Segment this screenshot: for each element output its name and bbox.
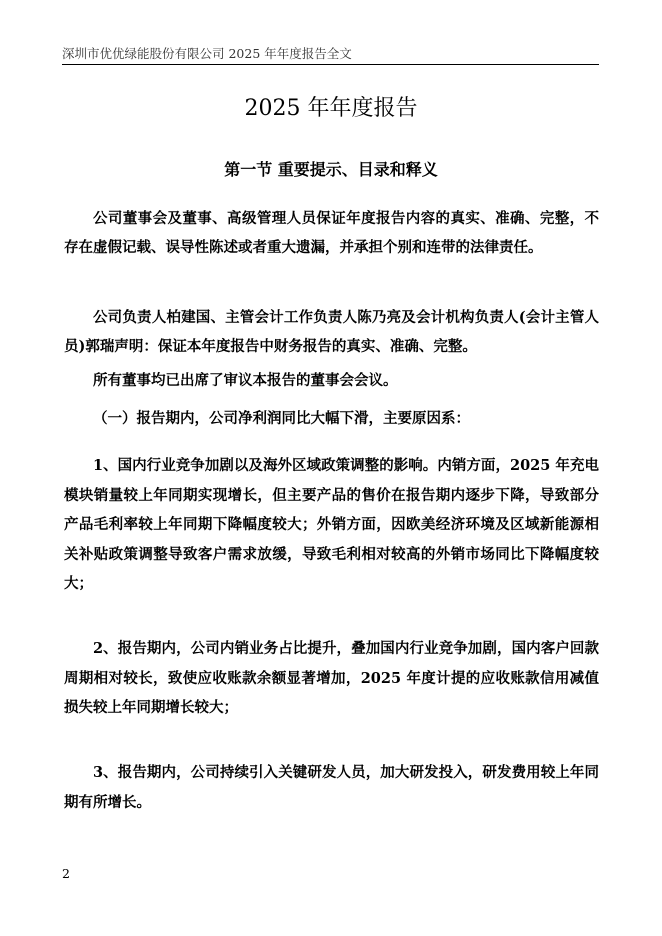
officers-statement: 公司负责人柏建国、主管会计工作负责人陈乃亮及会计机构负责人(会计主管人员)郭瑞声明：保证本年度报告中财务报告的真实、准确、完整。 bbox=[64, 309, 599, 355]
responsibility-statement: 公司董事会及董事、高级管理人员保证年度报告内容的真实、准确、完整，不存在虚假记载、误导性陈述或者重大遗漏，并承担个别和连带的法律责任。 bbox=[64, 210, 599, 256]
document-title: 2025 年年度报告 bbox=[244, 96, 418, 121]
section-title: 第一节 重要提示、目录和释义 bbox=[224, 160, 438, 179]
reason-item-1: 1、国内行业竞争加剧以及海外区域政策调整的影响。内销方面，2025 年充电模块销量较上年同期实现增长，但主要产品的售价在报告期内逐步下降，导致部分产品毛利率较上年同期下降幅度较大；外销方面，因欧美经济环境及区域新能源相关补贴政策调整导致客户需求放缓，导致毛利相对较高的外销市场同比下降幅度较大； bbox=[64, 457, 599, 592]
board-attendance-statement: 所有董事均已出席了审议本报告的董事会会议。 bbox=[93, 372, 398, 389]
reasons-heading: （一）报告期内，公司净利润同比大幅下滑，主要原因系： bbox=[93, 410, 470, 427]
header-divider bbox=[62, 64, 599, 65]
reason-item-3: 3、报告期内，公司持续引入关键研发人员，加大研发投入，研发费用较上年同期有所增长。 bbox=[64, 764, 599, 811]
page-number: 2 bbox=[62, 866, 70, 881]
running-header: 深圳市优优绿能股份有限公司 2025 年年度报告全文 bbox=[62, 46, 352, 61]
reason-item-2: 2、报告期内，公司内销业务占比提升，叠加国内行业竞争加剧，国内客户回款周期相对较长，致使应收账款余额显著增加，2025 年度计提的应收账款信用减值损失较上年同期增长较大； bbox=[64, 640, 599, 716]
